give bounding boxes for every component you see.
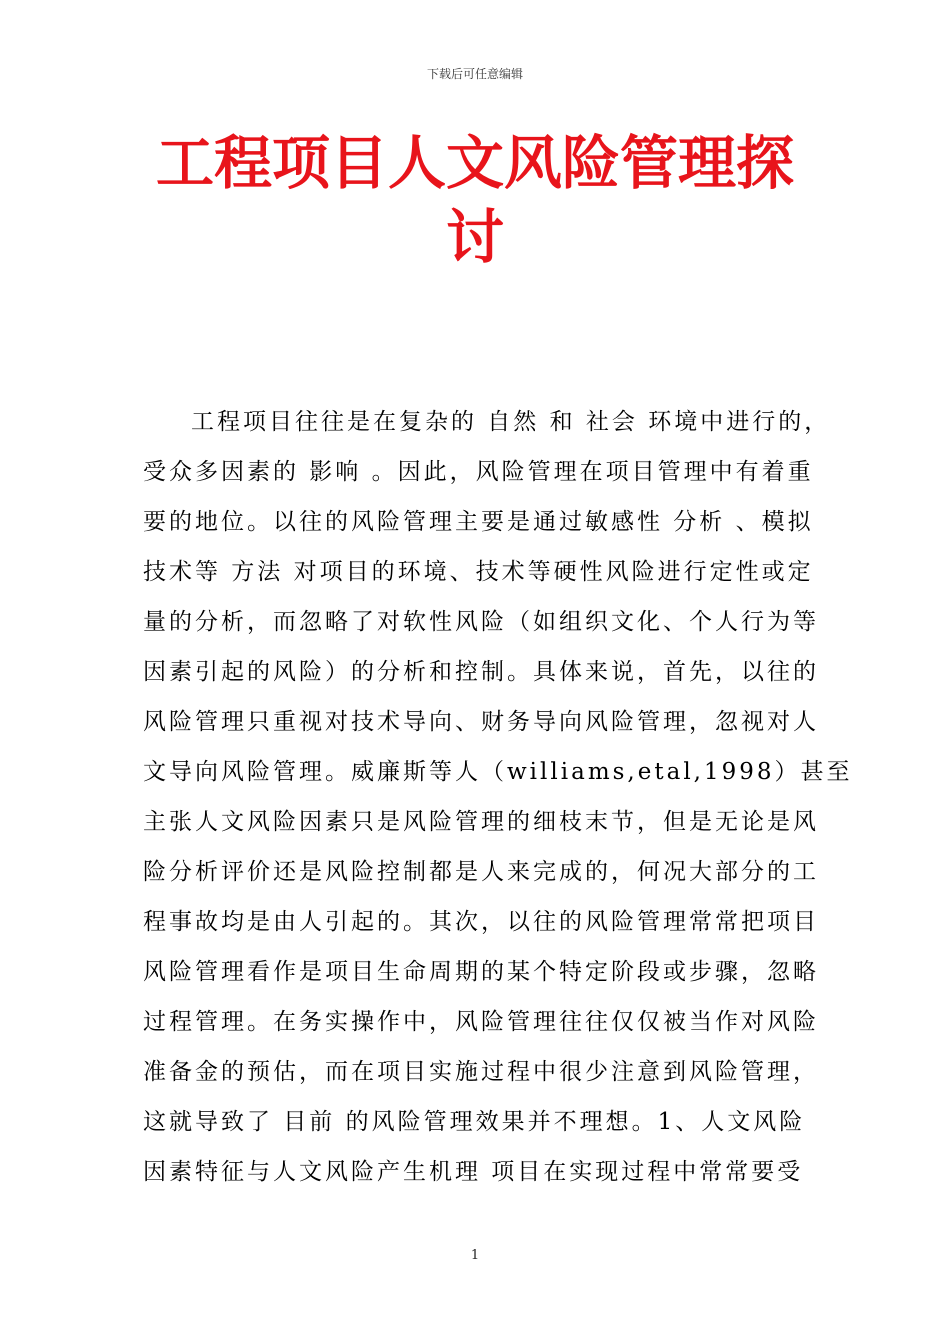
body-line: 技术等 方法 对项目的环境、技术等硬性风险进行定性或定: [143, 559, 814, 585]
body-line: 程事故均是由人引起的。其次，以往的风险管理常常把项目: [143, 909, 819, 935]
body-line: 这就导致了 目前 的风险管理效果并不理想。1、人文风险: [143, 1109, 806, 1135]
page-header-note: 下载后可任意编辑: [426, 67, 523, 81]
document-title-line-2: 讨: [445, 203, 504, 271]
body-line: 量的分析，而忽略了对软性风险（如组织文化、个人行为等: [143, 609, 819, 635]
body-line: 风险管理看作是项目生命周期的某个特定阶段或步骤，忽略: [143, 959, 819, 985]
body-line: 受众多因素的 影响 。因此，风险管理在项目管理中有着重: [143, 459, 814, 485]
body-line: 要的地位。以往的风险管理主要是通过敏感性 分析 、模拟: [143, 509, 814, 535]
page-number: 1: [470, 1248, 480, 1263]
body-line: 主张人文风险因素只是风险管理的细枝末节，但是无论是风: [143, 809, 819, 835]
body-line: 险分析评价还是风险控制都是人来完成的，何况大部分的工: [143, 859, 819, 885]
body-line: 因素引起的风险）的分析和控制。具体来说，首先，以往的: [143, 659, 819, 685]
document-title: [100, 126, 850, 274]
body-line: 准备金的预估，而在项目实施过程中很少注意到风险管理，: [143, 1059, 819, 1085]
body-line: 工程项目往往是在复杂的 自然 和 社会 环境中进行的，: [191, 409, 831, 435]
body-line: 文导向风险管理。威廉斯等人（williams,etal,1998）甚至: [143, 759, 853, 785]
body-line: 过程管理。在务实操作中，风险管理往往仅仅被当作对风险: [143, 1009, 819, 1035]
body-line: 风险管理只重视对技术导向、财务导向风险管理，忽视对人: [143, 709, 819, 735]
document-title-line-1: 工程项目人文风险管理探: [155, 129, 794, 197]
body-line: 因素特征与人文风险产生机理 项目在实现过程中常常要受: [143, 1159, 804, 1185]
